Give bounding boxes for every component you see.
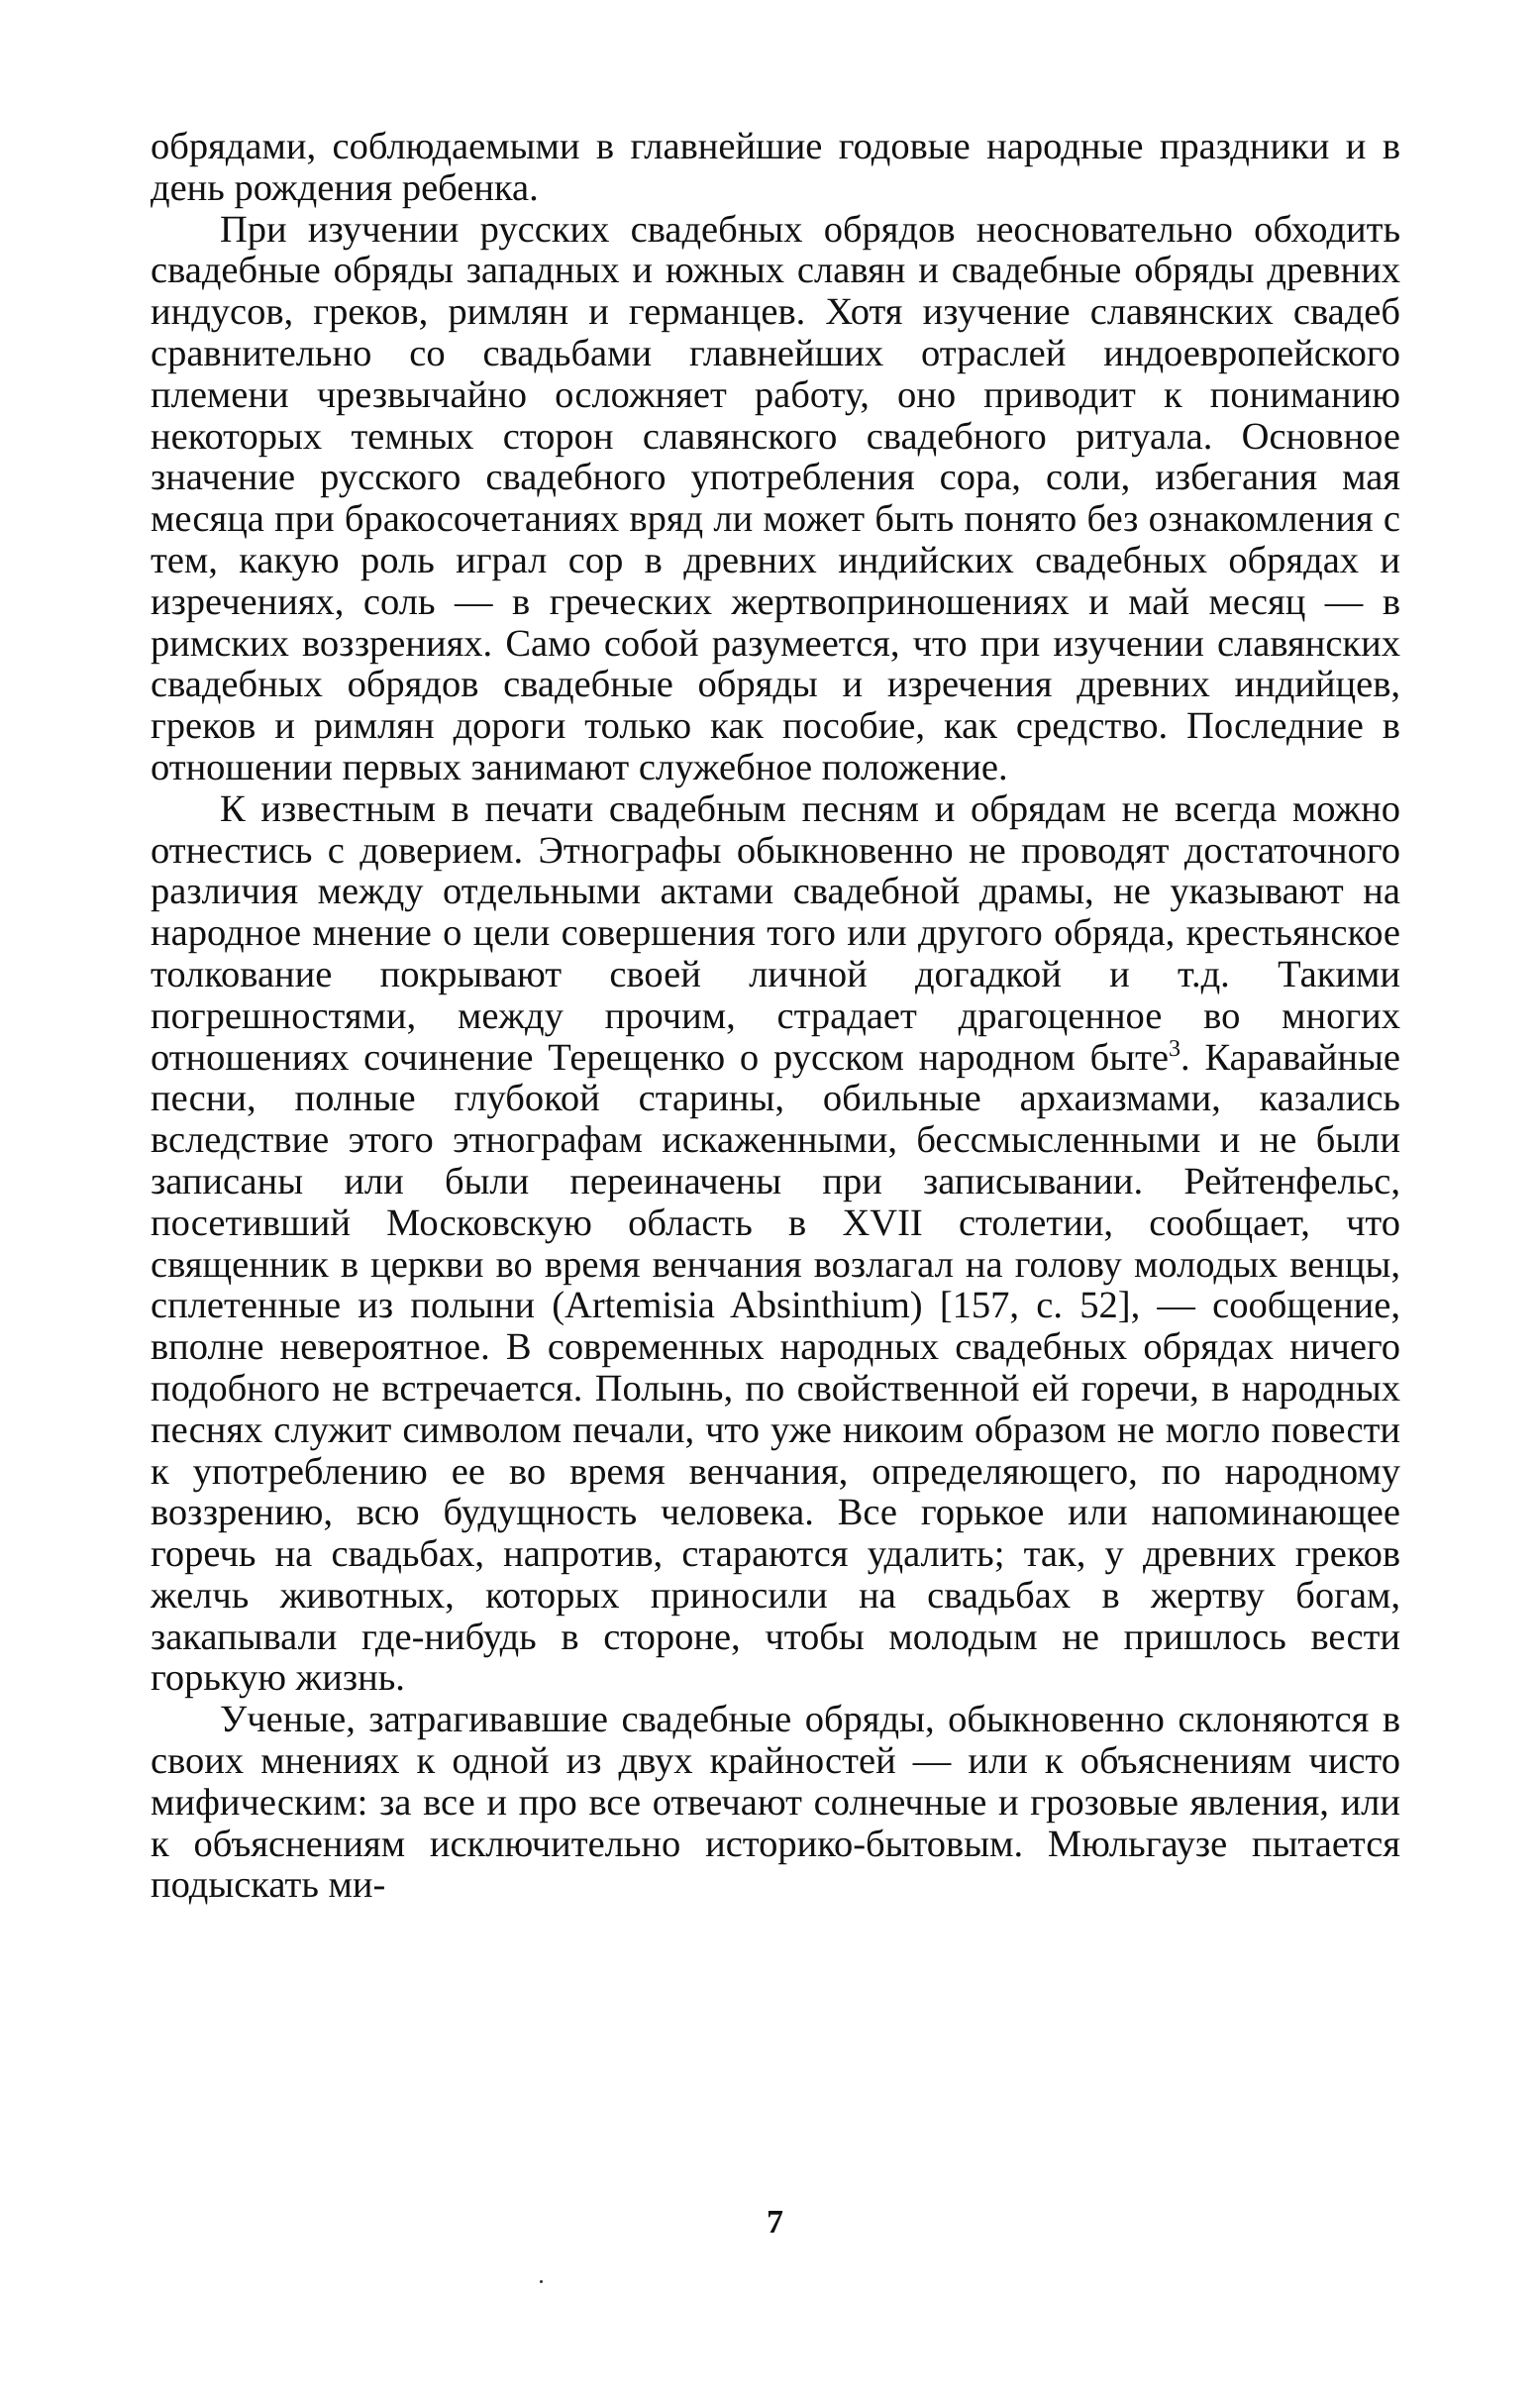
print-speck xyxy=(540,2280,543,2283)
paragraph-continuation: обрядами, соблюдаемыми в главнейшие годовые народные праздники и в день рождения ребенка. xyxy=(151,126,1400,209)
paragraph-text-part-2: . Каравайные песни, полные глубокой старины, обильные архаизмами, казались вследствие этого этнографам искаженными, бессмысленными и не были записаны или были переиначены при записывании. Рейтенфельс, посетивший Московскую область в XVII столетии, сообщает, что священник в церкви во время венчания возлагал на голову молодых венцы, сплетенные из полыни (Artemisia Absinthium) [157, с. 52], — сообщение, вполне невероятное. В современных народных свадебных обрядах ничего подобного не встречается. Полынь, по свойственной ей горечи, в народных песнях служит символом печали, что уже никоим образом не могло повести к употреблению ее во время венчания, определяющего, по народному воззрению, всю будущность человека. Все горькое или напоминающее горечь на свадьбах, напротив, стараются удалить; так, у древних греков желчь животных, которых приносили на свадьбах в жертву богам, закапывали где-нибудь в стороне, чтобы молодым не пришлось вести горькую жизнь. xyxy=(151,1036,1400,1700)
body-text xyxy=(151,127,1400,1907)
page-number: 7 xyxy=(767,2204,783,2241)
paragraph-printed-sources xyxy=(151,789,1400,1701)
paragraph-study-of-rites: При изучении русских свадебных обрядов неосновательно обходить свадебные обряды западных и южных славян и свадебные обряды древних индусов, греков, римлян и германцев. Хотя изучение славянских свадеб сравнительно со свадьбами главнейших отраслей индоевропейского племени чрезвычайно осложняет работу, оно приводит к пониманию некоторых темных сторон славянского свадебного ритуала. Основное значение русского свадебного употребления сора, соли, избегания мая месяца при бракосочетаниях вряд ли может быть понято без ознакомления с тем, какую роль играл сор в древних индийских свадебных обрядах и изречениях, соль — в греческих жертвоприношениях и май месяц — в римских воззрениях. Само собой разумеется, что при изучении славянских свадебных обрядов свадебные обряды и изречения древних индийцев, греков и римлян дороги только как пособие, как средство. Последние в отношении первых занимают служебное положение. xyxy=(151,208,1400,788)
paragraph-text-part-1: К известным в печати свадебным песням и обрядам не всегда можно отнестись с доверием. Этнографы обыкновенно не проводят достаточного различия между отдельными актами свадебной драмы, не указывают на народное мнение о цели совершения того или другого обряда, крестьянское толкование покрывают своей личной догадкой и т.д. Такими погрешностями, между прочим, страдает драгоценное во многих отношениях сочинение Терещенко о русском народном быте xyxy=(151,787,1400,1079)
footnote-reference: 3 xyxy=(1169,1035,1181,1062)
paragraph-scholars: Ученые, затрагивавшие свадебные обряды, обыкновенно склоняются в своих мнениях к одной из двух крайностей — или к объяснениям чисто мифическим: за все и про все отвечают солнечные и грозовые явления, или к объяснениям исключительно историко-бытовым. Мюльгаузе пытается подыскать ми- xyxy=(151,1699,1400,1907)
